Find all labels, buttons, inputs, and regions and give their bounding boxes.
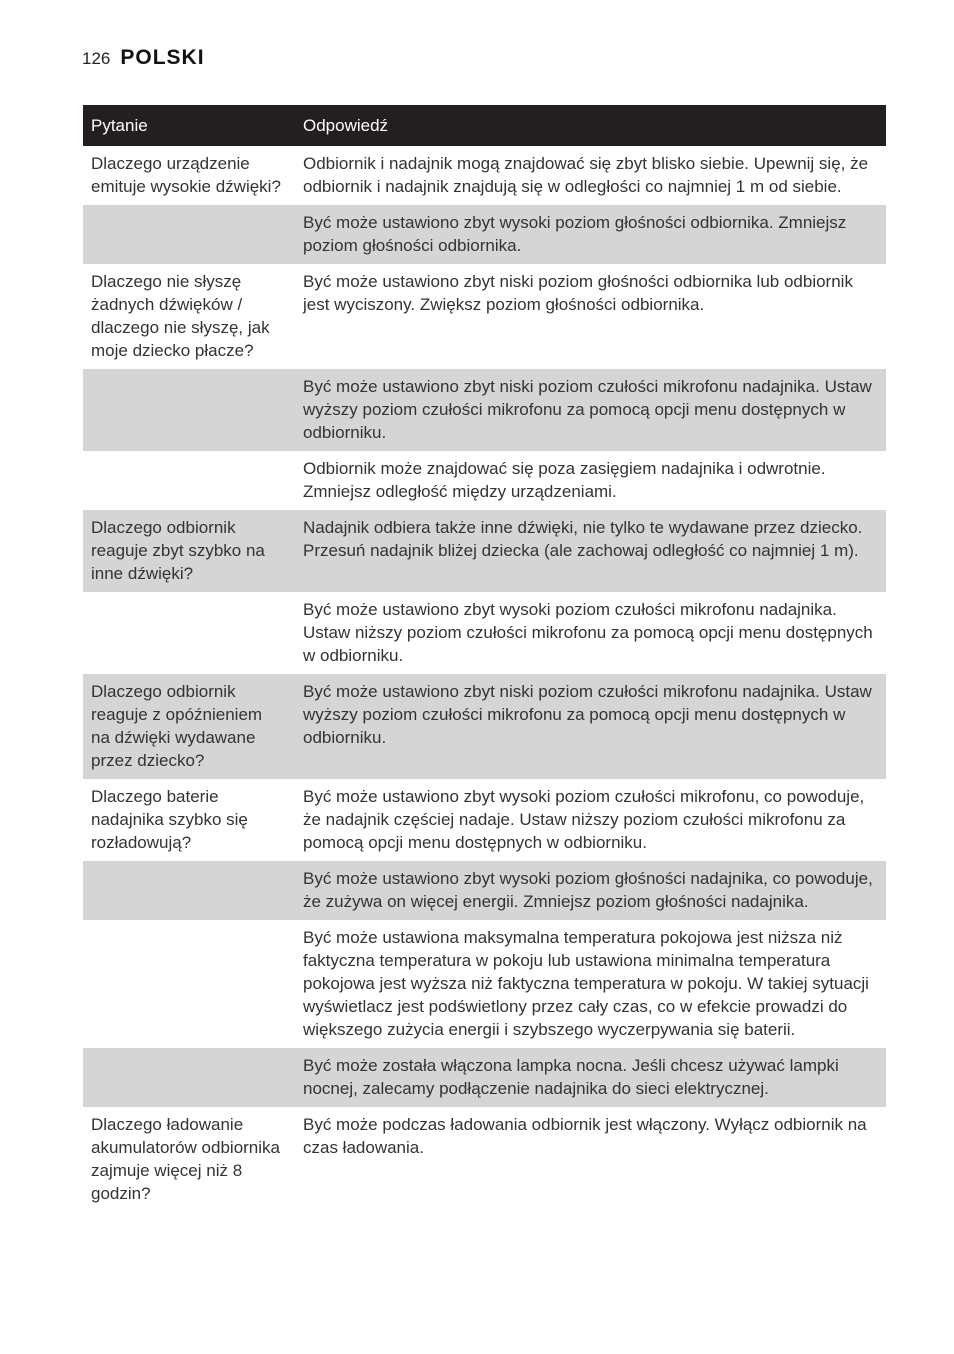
answer-cell: Być może ustawiono zbyt niski poziom czułości mikrofonu nadajnika. Ustaw wyższy poziom czułości mikrofonu za pomocą opcji menu dostępnych w odbiorniku.	[295, 674, 886, 779]
question-cell	[83, 861, 295, 920]
page-header	[82, 46, 205, 76]
question-cell	[83, 205, 295, 264]
question-cell: Dlaczego odbiornik reaguje zbyt szybko na inne dźwięki?	[83, 510, 295, 592]
table-row	[83, 510, 886, 592]
section-title: POLSKI	[120, 46, 205, 69]
question-cell: Dlaczego baterie nadajnika szybko się rozładowują?	[91, 787, 248, 852]
table-row	[83, 779, 886, 861]
table-row	[83, 861, 886, 920]
question-cell	[83, 1048, 295, 1107]
answer-cell: Być może ustawiono zbyt wysoki poziom czułości mikrofonu, co powoduje, że nadajnik częściej nadaje. Ustaw niższy poziom czułości mikrofonu za pomocą opcji menu dostępnych w odbiorniku.	[303, 787, 865, 852]
question-cell: Dlaczego odbiornik reaguje z opóźnieniem na dźwięki wydawane przez dziecko?	[83, 674, 295, 779]
answer-cell: Nadajnik odbiera także inne dźwięki, nie tylko te wydawane przez dziecko. Przesuń nadajnik bliżej dziecka (ale zachowaj odległość co najmniej 1 m).	[295, 510, 886, 592]
table-row	[83, 205, 886, 264]
column-header-question: Pytanie	[83, 105, 295, 146]
question-cell: Dlaczego nie słyszę żadnych dźwięków / dlaczego nie słyszę, jak moje dziecko płacze?	[91, 272, 270, 360]
answer-cell: Odbiornik i nadajnik mogą znajdować się zbyt blisko siebie. Upewnij się, że odbiornik i nadajnik znajdują się w odległości co najmniej 1 m od siebie.	[303, 154, 869, 196]
table-row	[83, 451, 886, 510]
table-header-row	[83, 105, 886, 146]
answer-cell: Być może ustawiono zbyt niski poziom czułości mikrofonu nadajnika. Ustaw wyższy poziom czułości mikrofonu za pomocą opcji menu dostępnych w odbiorniku.	[295, 369, 886, 451]
answer-cell: Być może ustawiona maksymalna temperatura pokojowa jest niższa niż faktyczna temperatura w pokoju lub ustawiona minimalna temperatura pokojowa jest wyższa niż faktyczna temperatura w pokoju. W takiej sytuacji wyświetlacz jest podświetlony przez cały czas, co w efekcie prowadzi do większego zużycia energii i szybszego wyczerpywania się baterii.	[303, 928, 869, 1039]
answer-cell: Odbiornik może znajdować się poza zasięgiem nadajnika i odwrotnie. Zmniejsz odległość między urządzeniami.	[303, 459, 826, 501]
answer-cell: Być może podczas ładowania odbiornik jest włączony. Wyłącz odbiornik na czas ładowania.	[303, 1115, 867, 1157]
question-cell	[83, 369, 295, 451]
question-cell	[83, 920, 295, 1048]
answer-cell: Być może ustawiono zbyt wysoki poziom głośności odbiornika. Zmniejsz poziom głośności odbiornika.	[295, 205, 886, 264]
table-row	[83, 146, 886, 205]
table-row	[83, 369, 886, 451]
table-row	[83, 1107, 886, 1212]
column-header-answer: Odpowiedź	[295, 105, 886, 146]
table-row	[83, 920, 886, 1048]
question-cell	[83, 592, 295, 674]
question-cell: Dlaczego ładowanie akumulatorów odbiornika zajmuje więcej niż 8 godzin?	[91, 1115, 280, 1203]
answer-cell: Być może ustawiono zbyt wysoki poziom czułości mikrofonu nadajnika. Ustaw niższy poziom czułości mikrofonu za pomocą opcji menu dostępnych w odbiorniku.	[303, 600, 873, 665]
question-cell: Dlaczego urządzenie emituje wysokie dźwięki?	[91, 154, 281, 196]
answer-cell: Być może ustawiono zbyt wysoki poziom głośności nadajnika, co powoduje, że zużywa on więcej energii. Zmniejsz poziom głośności nadajnika.	[295, 861, 886, 920]
table-row	[83, 1048, 886, 1107]
troubleshooting-table	[83, 105, 886, 1212]
question-cell	[83, 451, 295, 510]
table-row	[83, 592, 886, 674]
answer-cell: Być może ustawiono zbyt niski poziom głośności odbiornika lub odbiornik jest wyciszony. Zwiększ poziom głośności odbiornika.	[303, 272, 853, 314]
table-row	[83, 674, 886, 779]
table-row	[83, 264, 886, 369]
page-number: 126	[82, 49, 111, 68]
answer-cell: Być może została włączona lampka nocna. Jeśli chcesz używać lampki nocnej, zalecamy podłączenie nadajnika do sieci elektrycznej.	[295, 1048, 886, 1107]
